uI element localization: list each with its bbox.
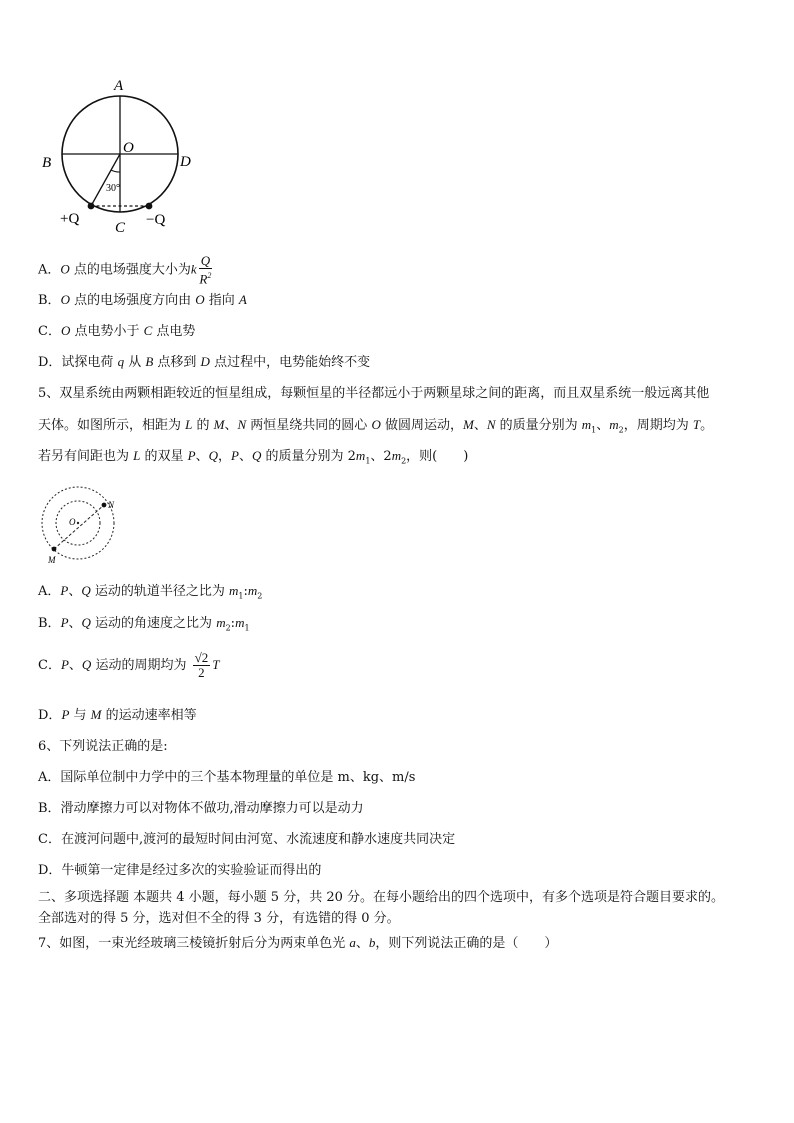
angle-arc [111,170,120,172]
label-b: B [42,155,52,171]
q5-option-c[interactable]: C．P、Q 运动的周期均为 $\frac{√2}{2}$ T [38,650,220,680]
var-o: O [60,292,70,307]
q6-option-b[interactable]: B．滑动摩擦力可以对物体不做功,滑动摩擦力可以是动力 [38,801,364,816]
var-o: O [60,261,70,277]
option-text: 点过程中，电势能始终不变 [209,355,371,370]
q6-stem: 6、下列说法正确的是: [38,739,168,754]
center-dot [77,522,79,524]
label-c: C [115,220,126,236]
fraction-root2-over-2: $\frac{√2}{2}$ [194,650,209,680]
fraction-denominator [199,269,212,286]
var-k: k [190,261,197,277]
label-m: M [48,555,56,565]
label-minus-q: −Q [146,212,166,228]
radius-to-plus-q [91,154,120,206]
connecting-line [54,505,104,549]
var-o: O [60,323,71,338]
star-m-dot [52,547,57,552]
var-c: C [143,323,153,338]
label-n: N [108,500,115,510]
exponent: 2 [207,271,212,280]
option-text: 点移到 [153,355,201,370]
q4-option-b[interactable] [38,291,247,310]
option-prefix: A． [38,262,61,278]
var-q: q [117,354,125,369]
section2-instructions-line2: 全部选对的得 5 分，选对但不全的得 3 分，有选错的得 0 分。 [38,911,400,926]
option-prefix: B． [38,293,61,308]
label-o: O [69,517,76,527]
q4-option-a[interactable] [38,254,214,286]
option-text: 点的电场强度大小为 [69,262,191,278]
var-o: O [195,292,205,307]
option-text: 指向 [204,293,239,308]
circle-charge-figure [30,72,200,237]
plus-charge-dot [88,203,95,210]
fraction-numerator: Q [200,253,211,268]
fraction-q-over-r2 [199,254,212,286]
q5-option-b[interactable]: B．P、Q 运动的角速度之比为 $m_2:m_1$ [38,615,250,633]
q6-option-c[interactable]: C．在渡河问题中,渡河的最短时间由河宽、水流速度和静水速度共同决定 [38,832,456,847]
q4-option-c[interactable] [38,322,195,341]
label-o: O [123,140,134,156]
q5-stem-line2: 天体。如图所示，相距为 L 的 M、N 两恒星绕共同的圆心 O 做圆周运动，M、N 的质量分别为 $m_1$、$m_2$，周期均为 T。 [38,417,714,435]
star-n-dot [102,503,107,508]
q5-option-d[interactable]: D．P 与 M 的运动速率相等 [38,707,197,723]
q5-option-a[interactable]: A．P、Q 运动的轨道半径之比为 $m_1:m_2$ [38,583,263,601]
binary-star-figure [38,485,134,569]
label-a: A [114,78,124,94]
label-d: D [180,154,191,170]
var-r: R [199,271,208,287]
minus-charge-dot [146,203,153,210]
option-text: 点电势小于 [70,324,144,339]
option-prefix: D．试探电荷 [38,355,118,370]
option-text: 点电势 [152,324,196,339]
q6-option-a[interactable]: A．国际单位制中力学中的三个基本物理量的单位是 m、kg、m/s [38,770,416,785]
q6-option-d[interactable]: D．牛顿第一定律是经过多次的实验验证而得出的 [38,863,322,878]
option-text: 从 [124,355,146,370]
q5-stem-line3: 若另有间距也为 L 的双星 P、Q，P、Q 的质量分别为 $2m_1$、$2m_2$，则( ) [38,448,469,466]
var-a: A [238,292,247,307]
q4-option-d[interactable] [38,353,370,372]
label-plus-q: +Q [60,211,80,227]
q7-stem: 7、如图，一束光经玻璃三棱镜折射后分为两束单色光 a、b，则下列说法正确的是（ ） [38,935,558,951]
var-b: B [145,354,154,369]
section2-instructions-line1: 二、多项选择题 本题共 4 小题，每小题 5 分，共 20 分。在每小题给出的四个选项中，有多个选项是符合题目要求的。 [38,890,725,905]
option-prefix: C． [38,324,61,339]
option-text: 点的电场强度方向由 [69,293,196,308]
var-d: D [200,354,210,369]
label-angle: 30° [106,183,120,194]
q5-stem-line1: 5、双星系统由两颗相距较近的恒星组成，每颗恒星的半径都远小于两颗星球之间的距离，而且双星系统一般远离其他 [38,386,710,401]
